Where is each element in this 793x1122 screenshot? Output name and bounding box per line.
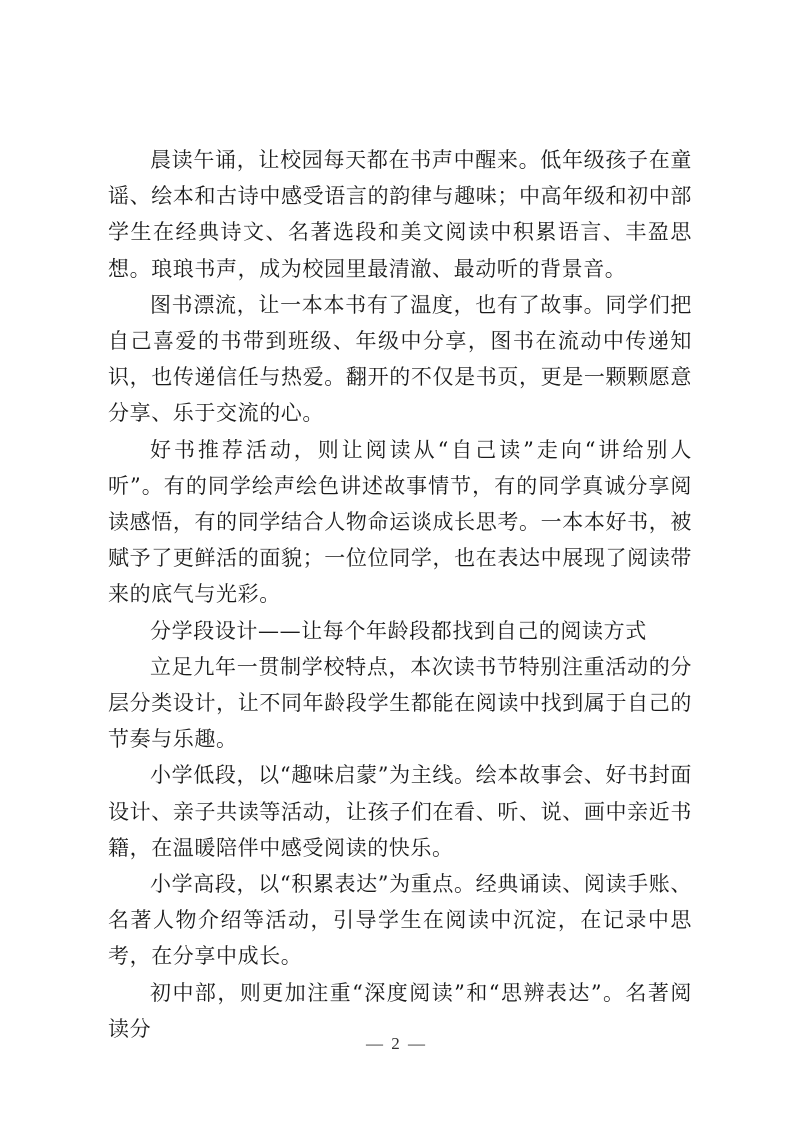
section-heading: 分学段设计——让每个年龄段都找到自己的阅读方式 xyxy=(150,618,647,643)
paragraph-book-recommendation: 好书推荐活动，则让阅读从“自己读”走向“讲给别人听”。有的同学绘声绘色讲述故事情节，有的同学真诚分享阅读感悟，有的同学结合人物命运谈成长思考。一本本好书，被赋予了更鲜活的面貌；一位位同学，也在表达中展现了阅读带来的底气与光彩。 xyxy=(108,437,692,607)
paragraph-morning-reading: 晨读午诵，让校园每天都在书声中醒来。低年级孩子在童谣、绘本和古诗中感受语言的韵律与趣味；中高年级和初中部学生在经典诗文、名著选段和美文阅读中积累语言、丰盈思想。琅琅书声，成为校园里最清澈、最动听的背景音。 xyxy=(108,148,692,281)
paragraph-upper-primary: 小学高段，以“积累表达”为重点。经典诵读、阅读手账、名著人物介绍等活动，引导学生在阅读中沉淀，在记录中思考，在分享中成长。 xyxy=(108,872,692,969)
document-body xyxy=(108,142,692,1047)
paragraph-school-features: 立足九年一贯制学校特点，本次读书节特别注重活动的分层分类设计，让不同年龄段学生都能在阅读中找到属于自己的节奏与乐趣。 xyxy=(108,654,692,752)
page-number: — 2 — xyxy=(366,1034,427,1053)
paragraph-lower-primary: 小学低段，以“趣味启蒙”为主线。绘本故事会、好书封面设计、亲子共读等活动，让孩子们在看、听、说、画中亲近书籍，在温暖陪伴中感受阅读的快乐。 xyxy=(108,763,692,860)
paragraph-junior-high: 初中部，则更加注重“深度阅读”和“思辨表达”。名著阅读分 xyxy=(108,980,692,1041)
paragraph-book-drifting: 图书漂流，让一本本书有了温度，也有了故事。同学们把自己喜爱的书带到班级、年级中分享，图书在流动中传递知识，也传递信任与热爱。翻开的不仅是书页，更是一颗颗愿意分享、乐于交流的心。 xyxy=(108,292,692,426)
